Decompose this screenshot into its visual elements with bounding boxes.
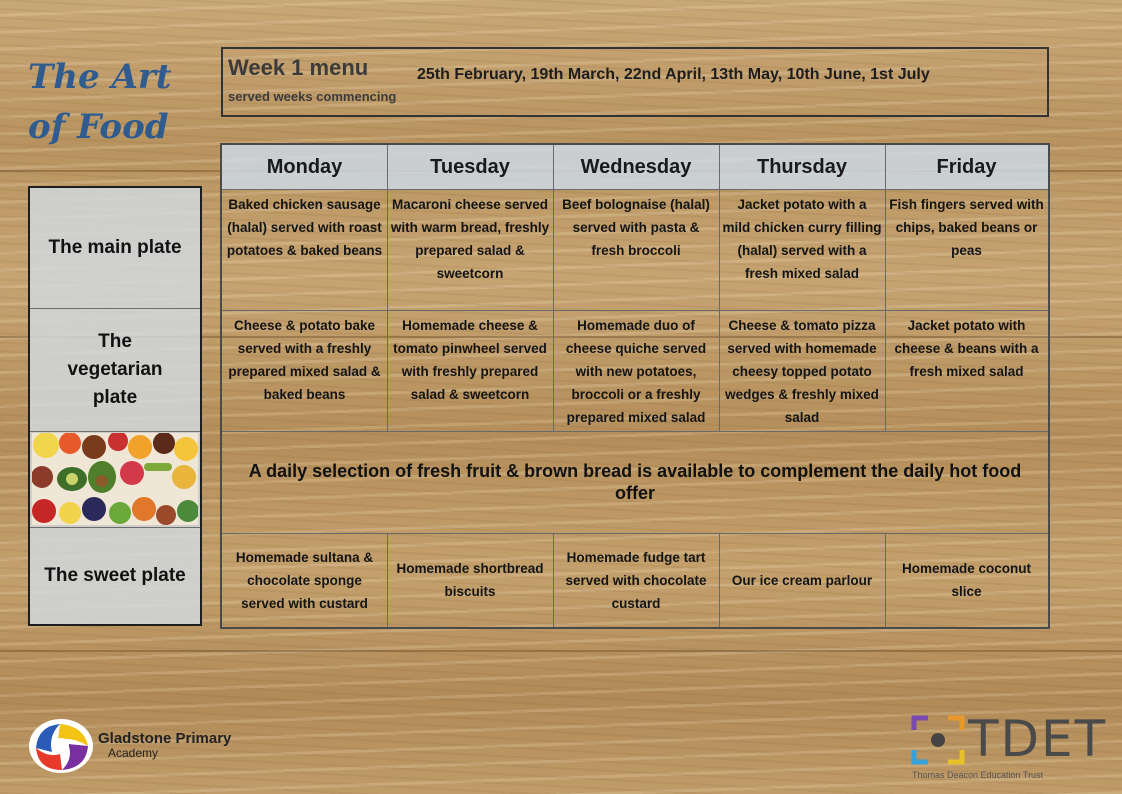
trust-logo	[910, 710, 1108, 782]
day-header-thursday: Thursday	[719, 145, 885, 189]
main-plate-thursday: Jacket potato with a mild chicken curry filling (halal) served with a fresh mixed salad	[722, 197, 882, 281]
row-label-sweet: The sweet plate	[44, 565, 186, 586]
wood-grain-line	[0, 650, 1122, 652]
divider	[30, 431, 200, 432]
school-logo	[28, 718, 231, 774]
trust-emblem-icon	[910, 712, 966, 768]
day-header-tuesday: Tuesday	[387, 145, 553, 189]
vegetarian-plate-friday: Jacket potato with cheese & beans with a fresh mixed salad	[894, 318, 1039, 379]
sweet-plate-friday: Homemade coconut slice	[901, 561, 1032, 599]
divider	[222, 189, 1048, 190]
week-dates: 25th February, 19th March, 22nd April, 13th May, 10th June, 1st July	[417, 66, 930, 83]
title-line-2: of Food	[28, 107, 169, 147]
divider	[222, 310, 1048, 311]
week-subtitle: served weeks commencing	[228, 89, 397, 104]
school-emblem-icon	[28, 718, 94, 774]
day-header-wednesday: Wednesday	[553, 145, 719, 189]
school-name: Gladstone Primary	[98, 730, 232, 747]
daily-offer-text: A daily selection of fresh fruit & brown bread is available to complement the daily hot food offer	[248, 461, 1022, 503]
title-line-1: The Art	[28, 57, 172, 97]
day-header-friday: Friday	[885, 145, 1048, 189]
fruit-vegetables-image	[32, 433, 198, 525]
week-header	[221, 47, 1049, 117]
day-header-monday: Monday	[222, 145, 387, 189]
sweet-plate-thursday: Our ice cream parlour	[731, 572, 873, 588]
vegetarian-plate-wednesday: Homemade duo of cheese quiche served with new potatoes, broccoli or a freshly prepared mixed salad	[565, 318, 707, 425]
sweet-plate-tuesday: Homemade shortbread biscuits	[396, 561, 544, 599]
sweet-plate-wednesday: Homemade fudge tart served with chocolate custard	[565, 549, 707, 611]
main-plate-wednesday: Beef bolognaise (halal) served with pasta & fresh broccoli	[562, 197, 710, 258]
vegetarian-plate-thursday: Cheese & tomato pizza served with homemade cheesy topped potato wedges & freshly mixed salad	[725, 318, 879, 425]
main-plate-tuesday: Macaroni cheese served with warm bread, freshly prepared salad & sweetcorn	[390, 197, 550, 281]
main-plate-friday: Fish fingers served with chips, baked beans or peas	[889, 197, 1044, 258]
page-title	[28, 52, 208, 152]
vegetarian-plate-monday: Cheese & potato bake served with a freshly prepared mixed salad & baked beans	[228, 318, 381, 402]
vegetarian-plate-tuesday: Homemade cheese & tomato pinwheel served with freshly prepared salad & sweetcorn	[393, 318, 547, 402]
main-plate-monday: Baked chicken sausage (halal) served with roast potatoes & baked beans	[226, 197, 383, 258]
week-title: Week 1 menu	[228, 55, 369, 80]
row-labels	[28, 186, 202, 626]
row-label-vegetarian: The vegetarian plate	[67, 331, 163, 408]
menu-table	[220, 143, 1050, 629]
sweet-plate-monday: Homemade sultana & chocolate sponge served with custard	[235, 549, 374, 611]
school-subtitle: Academy	[108, 746, 159, 760]
trust-name: Thomas Deacon Education Trust	[912, 770, 1044, 780]
row-label-main: The main plate	[48, 237, 182, 258]
trust-logo-text: TDET	[968, 710, 1108, 768]
